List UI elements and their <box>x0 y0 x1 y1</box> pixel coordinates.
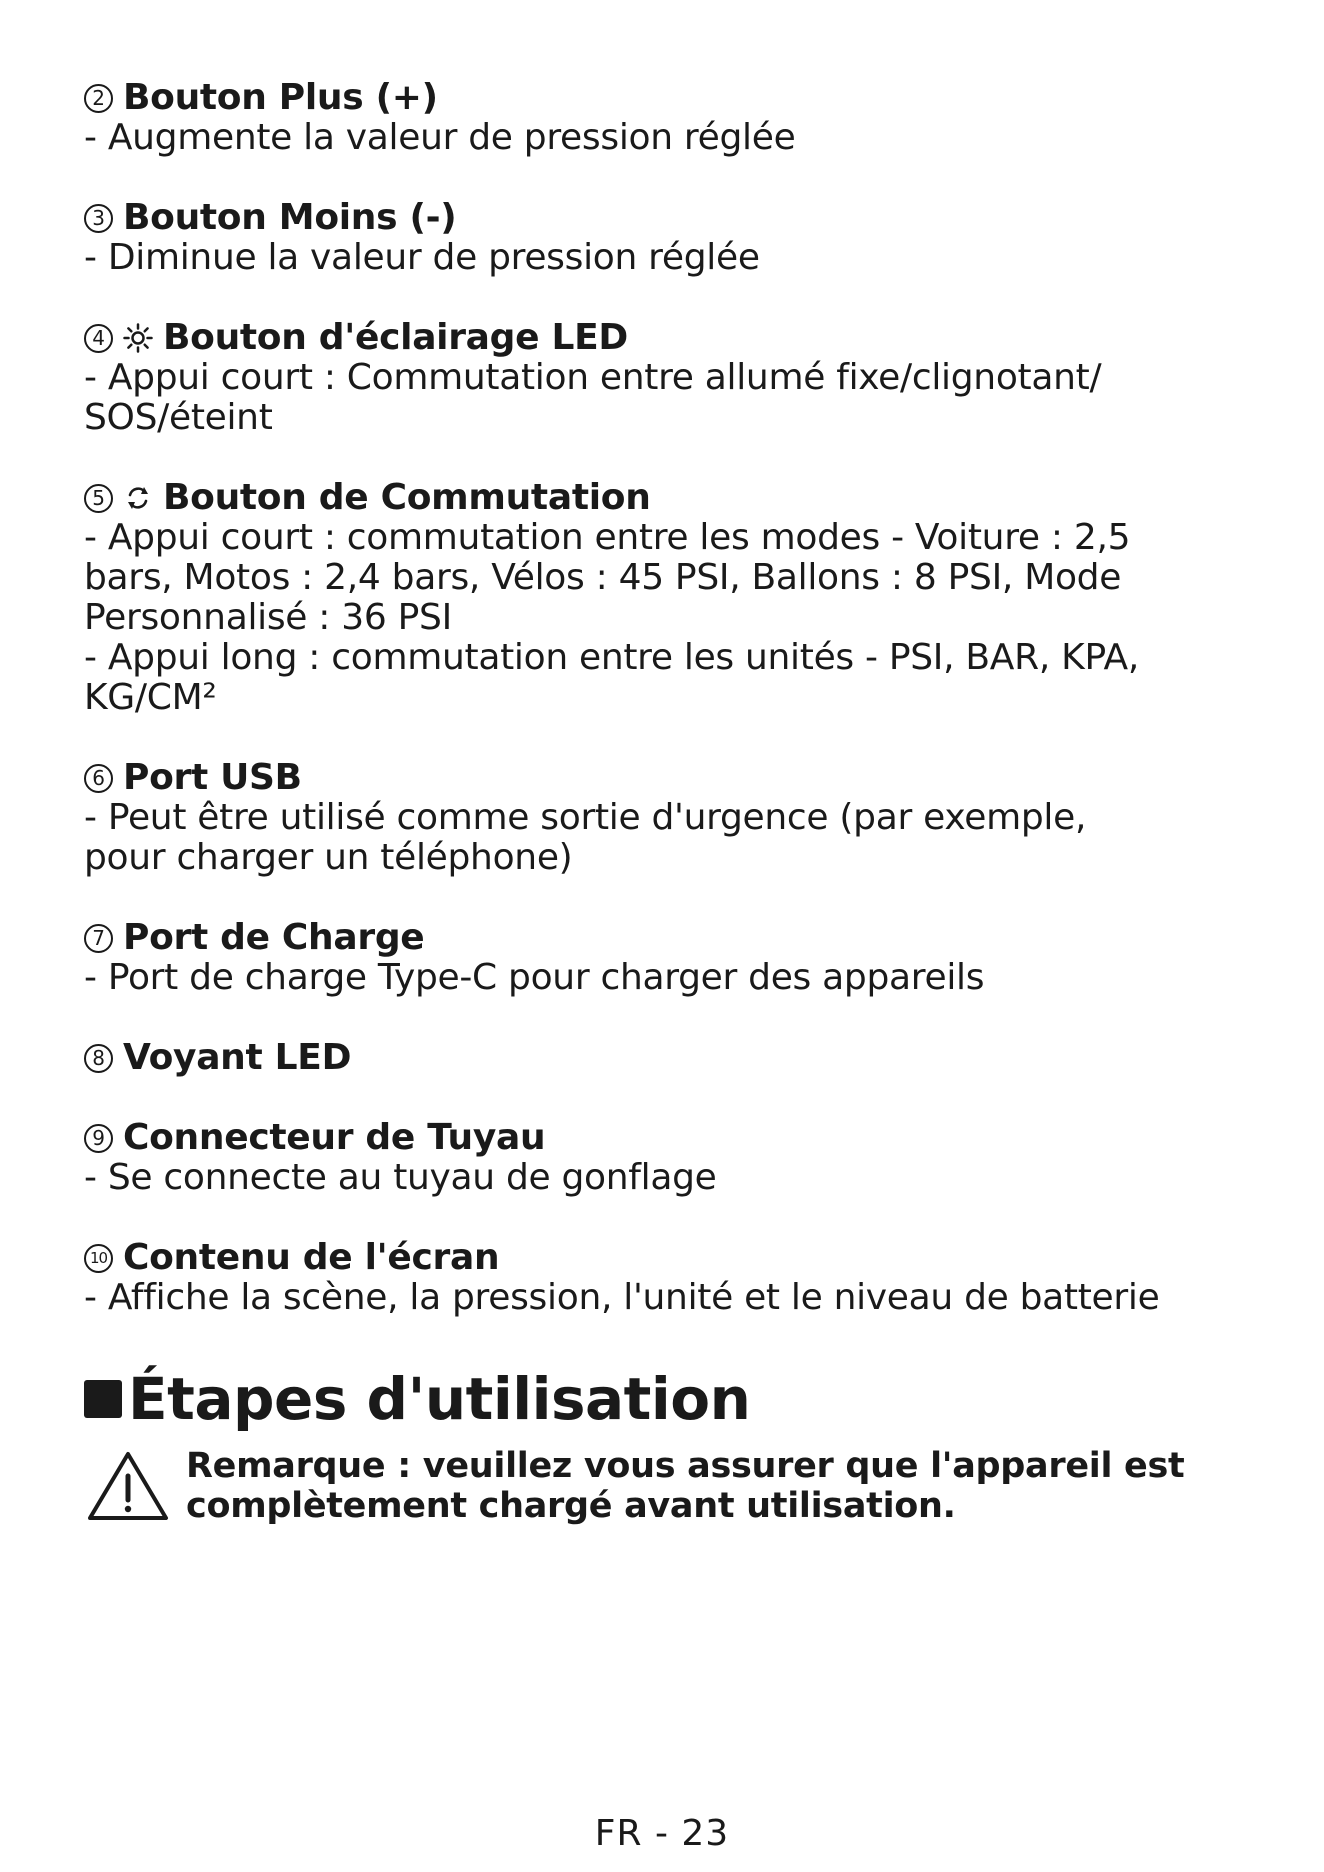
item-hose-connector <box>84 1118 1254 1198</box>
item-heading <box>84 318 1254 358</box>
item-heading <box>84 78 1254 118</box>
item-description: Personnalisé : 36 PSI <box>84 597 452 638</box>
circled-number-icon: 8 <box>84 1044 113 1073</box>
circled-number-icon: 5 <box>84 484 113 513</box>
item-description: - Diminue la valeur de pression réglée <box>84 237 760 278</box>
warning-triangle-icon <box>84 1448 172 1526</box>
item-screen-content <box>84 1238 1254 1318</box>
item-description: - Port de charge Type-C pour charger des appareils <box>84 957 985 998</box>
manual-page-content <box>84 78 1254 1526</box>
item-title: Voyant LED <box>123 1037 352 1078</box>
item-description: KG/CM² <box>84 677 217 718</box>
item-usb-port <box>84 758 1254 878</box>
item-heading <box>84 1038 1254 1078</box>
sun-icon <box>123 323 153 353</box>
note-text <box>186 1446 1184 1526</box>
circled-number-icon: 4 <box>84 324 113 353</box>
note-line: Remarque : veuillez vous assurer que l'appareil est <box>186 1446 1185 1486</box>
item-minus-button <box>84 198 1254 278</box>
item-led-indicator <box>84 1038 1254 1078</box>
circled-number-icon: 9 <box>84 1124 113 1153</box>
item-description: - Se connecte au tuyau de gonflage <box>84 1157 717 1198</box>
item-description: pour charger un téléphone) <box>84 837 573 878</box>
item-title: Bouton Moins (-) <box>123 197 457 238</box>
item-led-light-button <box>84 318 1254 438</box>
item-title: Bouton d'éclairage LED <box>163 317 629 358</box>
circled-number-icon: 7 <box>84 924 113 953</box>
item-switch-button <box>84 478 1254 718</box>
item-description: - Affiche la scène, la pression, l'unité et le niveau de batterie <box>84 1277 1160 1318</box>
circled-number-icon: 6 <box>84 764 113 793</box>
section-title: Étapes d'utilisation <box>128 1365 751 1433</box>
item-title: Bouton de Commutation <box>163 477 651 518</box>
item-title: Port de Charge <box>123 917 425 958</box>
item-description: - Appui long : commutation entre les unités - PSI, BAR, KPA, <box>84 637 1140 678</box>
circled-number-icon: 3 <box>84 204 113 233</box>
item-heading <box>84 918 1254 958</box>
item-heading <box>84 198 1254 238</box>
item-title: Connecteur de Tuyau <box>123 1117 546 1158</box>
item-description: bars, Motos : 2,4 bars, Vélos : 45 PSI, Ballons : 8 PSI, Mode <box>84 557 1122 598</box>
item-heading <box>84 1118 1254 1158</box>
item-title: Bouton Plus (+) <box>123 77 438 118</box>
warning-note <box>84 1446 1254 1526</box>
item-title: Port USB <box>123 757 302 798</box>
square-bullet-icon <box>84 1380 122 1418</box>
item-plus-button <box>84 78 1254 158</box>
item-heading <box>84 758 1254 798</box>
item-heading <box>84 478 1254 518</box>
circled-number-icon: 10 <box>84 1244 113 1273</box>
item-description: - Augmente la valeur de pression réglée <box>84 117 796 158</box>
item-description: - Appui court : commutation entre les modes - Voiture : 2,5 <box>84 517 1131 558</box>
item-heading <box>84 1238 1254 1278</box>
circled-number-icon: 2 <box>84 84 113 113</box>
cycle-icon <box>123 483 153 513</box>
item-description: - Appui court : Commutation entre allumé fixe/clignotant/ <box>84 357 1102 398</box>
note-line: complètement chargé avant utilisation. <box>186 1486 956 1526</box>
section-heading <box>84 1366 1254 1432</box>
item-description: - Peut être utilisé comme sortie d'urgence (par exemple, <box>84 797 1087 838</box>
item-description: SOS/éteint <box>84 397 273 438</box>
item-title: Contenu de l'écran <box>123 1237 500 1278</box>
item-charging-port <box>84 918 1254 998</box>
page-number: FR - 23 <box>594 1813 730 1854</box>
